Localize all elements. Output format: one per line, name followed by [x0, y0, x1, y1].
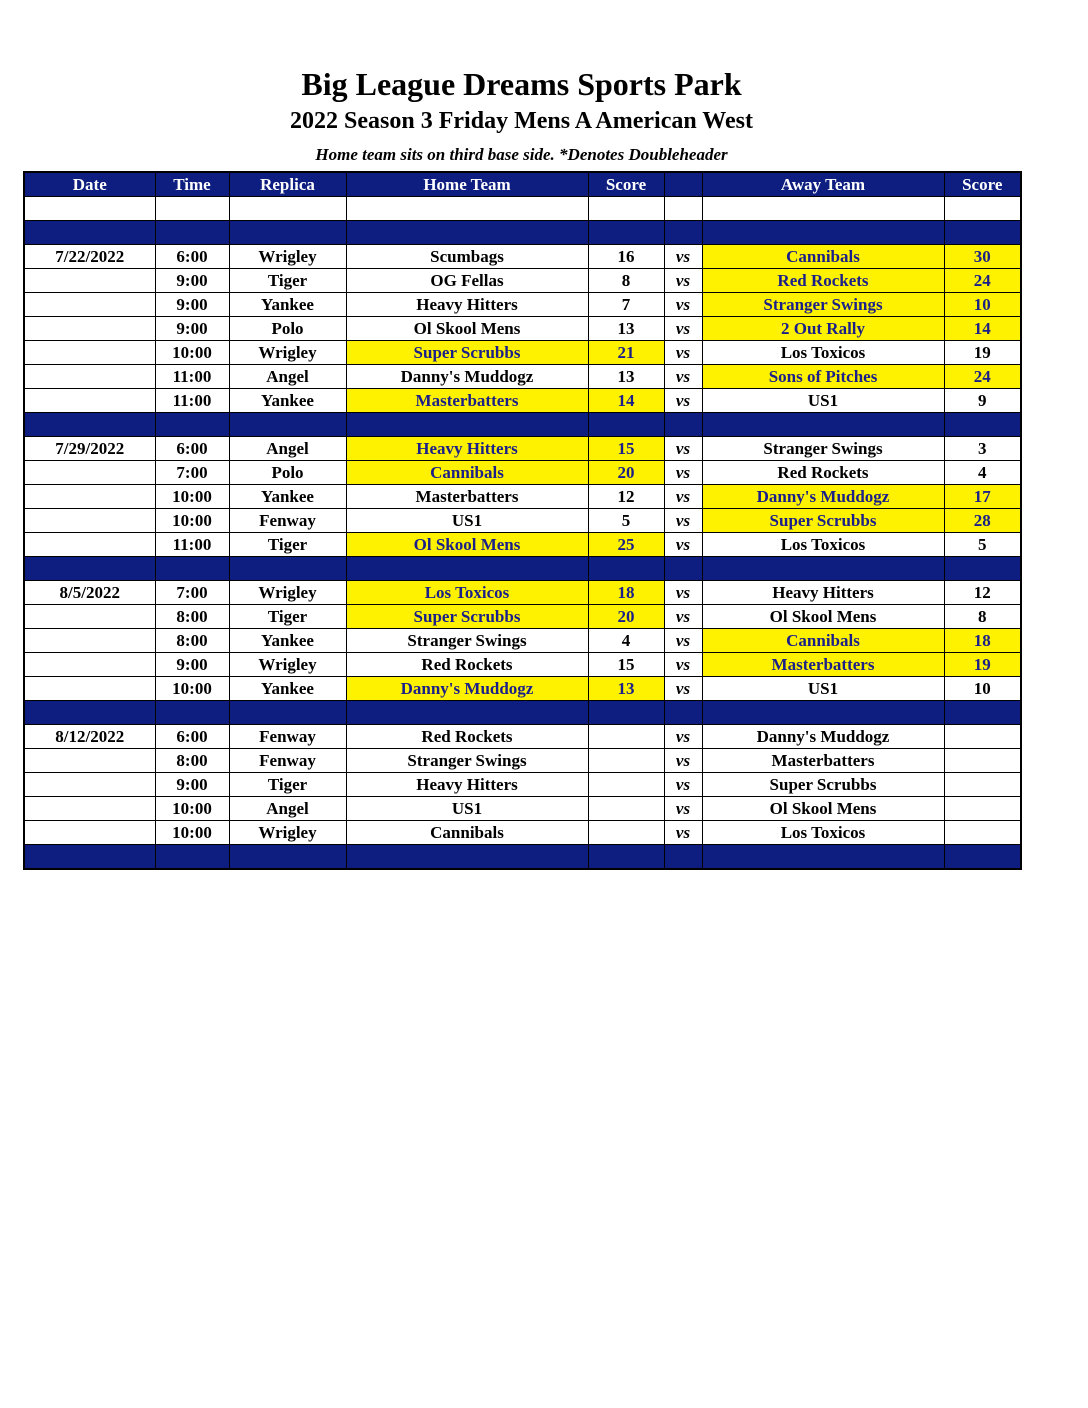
game-replica: Angel — [229, 437, 346, 461]
home-score — [588, 725, 664, 749]
separator-cell — [346, 413, 588, 437]
separator-cell — [664, 221, 702, 245]
home-score — [588, 749, 664, 773]
home-team: Red Rockets — [346, 725, 588, 749]
away-team: Super Scrubbs — [702, 773, 944, 797]
schedule-note: Home team sits on third base side. *Denotes Doubleheader — [315, 145, 728, 164]
away-team: Danny's Muddogz — [702, 725, 944, 749]
vs-label: vs — [664, 749, 702, 773]
home-team: Cannibals — [346, 461, 588, 485]
separator-cell — [588, 557, 664, 581]
separator-cell — [944, 557, 1021, 581]
game-replica: Wrigley — [229, 341, 346, 365]
game-row — [24, 749, 1021, 773]
game-time: 7:00 — [155, 461, 229, 485]
home-team: Heavy Hitters — [346, 293, 588, 317]
week-separator-row — [24, 557, 1021, 581]
game-row — [24, 269, 1021, 293]
game-time: 10:00 — [155, 821, 229, 845]
away-team: Stranger Swings — [702, 437, 944, 461]
game-date — [24, 269, 155, 293]
home-team: Heavy Hitters — [346, 437, 588, 461]
game-replica: Polo — [229, 461, 346, 485]
game-time: 10:00 — [155, 509, 229, 533]
game-row — [24, 605, 1021, 629]
separator-cell — [702, 845, 944, 870]
game-replica: Tiger — [229, 605, 346, 629]
vs-label: vs — [664, 245, 702, 269]
blank-cell — [702, 197, 944, 221]
vs-label: vs — [664, 269, 702, 293]
separator-cell — [588, 701, 664, 725]
game-date — [24, 773, 155, 797]
away-score — [944, 821, 1021, 845]
game-replica: Yankee — [229, 629, 346, 653]
game-row — [24, 653, 1021, 677]
home-team: Danny's Muddogz — [346, 365, 588, 389]
game-time: 9:00 — [155, 317, 229, 341]
game-time: 9:00 — [155, 269, 229, 293]
game-replica: Tiger — [229, 773, 346, 797]
game-date — [24, 821, 155, 845]
schedule-body — [24, 197, 1021, 870]
away-score — [944, 773, 1021, 797]
separator-cell — [664, 701, 702, 725]
away-score: 14 — [944, 317, 1021, 341]
game-date — [24, 533, 155, 557]
game-replica: Polo — [229, 317, 346, 341]
home-score: 5 — [588, 509, 664, 533]
blank-cell — [155, 197, 229, 221]
away-team: Ol Skool Mens — [702, 797, 944, 821]
home-team: Red Rockets — [346, 653, 588, 677]
away-score: 10 — [944, 293, 1021, 317]
game-row — [24, 437, 1021, 461]
separator-cell — [155, 413, 229, 437]
home-score: 15 — [588, 653, 664, 677]
away-team: Sons of Pitches — [702, 365, 944, 389]
game-time: 11:00 — [155, 389, 229, 413]
game-replica: Tiger — [229, 533, 346, 557]
col-header-time: Time — [155, 172, 229, 197]
vs-label: vs — [664, 653, 702, 677]
game-replica: Angel — [229, 365, 346, 389]
away-team: 2 Out Rally — [702, 317, 944, 341]
game-time: 11:00 — [155, 533, 229, 557]
game-row — [24, 629, 1021, 653]
game-time: 10:00 — [155, 485, 229, 509]
away-team: Danny's Muddogz — [702, 485, 944, 509]
separator-cell — [24, 413, 155, 437]
vs-label: vs — [664, 725, 702, 749]
home-team: Los Toxicos — [346, 581, 588, 605]
separator-cell — [702, 221, 944, 245]
vs-label: vs — [664, 773, 702, 797]
game-time: 9:00 — [155, 773, 229, 797]
home-team: Stranger Swings — [346, 629, 588, 653]
game-row — [24, 485, 1021, 509]
game-replica: Angel — [229, 797, 346, 821]
game-date — [24, 317, 155, 341]
game-date — [24, 797, 155, 821]
home-score — [588, 821, 664, 845]
away-team: US1 — [702, 677, 944, 701]
col-header-home-team: Home Team — [346, 172, 588, 197]
week-separator-row — [24, 413, 1021, 437]
game-replica: Wrigley — [229, 821, 346, 845]
separator-cell — [155, 701, 229, 725]
home-score: 21 — [588, 341, 664, 365]
away-score: 24 — [944, 365, 1021, 389]
game-replica: Yankee — [229, 485, 346, 509]
game-date — [24, 389, 155, 413]
separator-cell — [944, 221, 1021, 245]
home-team: Masterbatters — [346, 485, 588, 509]
game-time: 10:00 — [155, 341, 229, 365]
home-score: 20 — [588, 461, 664, 485]
away-score: 10 — [944, 677, 1021, 701]
game-row — [24, 389, 1021, 413]
away-team: Super Scrubbs — [702, 509, 944, 533]
away-score: 24 — [944, 269, 1021, 293]
blank-cell — [346, 197, 588, 221]
schedule-table — [23, 171, 1022, 870]
game-time: 7:00 — [155, 581, 229, 605]
separator-cell — [944, 845, 1021, 870]
away-team: Masterbatters — [702, 749, 944, 773]
home-team: Cannibals — [346, 821, 588, 845]
separator-cell — [588, 845, 664, 870]
game-time: 10:00 — [155, 677, 229, 701]
game-row — [24, 365, 1021, 389]
away-team: Ol Skool Mens — [702, 605, 944, 629]
blank-cell — [664, 197, 702, 221]
away-team: Masterbatters — [702, 653, 944, 677]
week-separator-row — [24, 845, 1021, 870]
separator-cell — [24, 701, 155, 725]
away-team: Los Toxicos — [702, 341, 944, 365]
home-team: Scumbags — [346, 245, 588, 269]
game-row — [24, 725, 1021, 749]
game-replica: Fenway — [229, 725, 346, 749]
game-replica: Fenway — [229, 509, 346, 533]
game-replica: Wrigley — [229, 245, 346, 269]
home-score: 20 — [588, 605, 664, 629]
game-date — [24, 293, 155, 317]
away-score: 30 — [944, 245, 1021, 269]
separator-cell — [229, 221, 346, 245]
game-date — [24, 365, 155, 389]
week-separator-row — [24, 701, 1021, 725]
game-date — [24, 749, 155, 773]
page-subtitle: 2022 Season 3 Friday Mens A American West — [290, 108, 753, 134]
separator-cell — [944, 701, 1021, 725]
game-time: 8:00 — [155, 605, 229, 629]
game-date — [24, 509, 155, 533]
col-header-vs — [664, 172, 702, 197]
separator-cell — [155, 221, 229, 245]
game-date: 7/29/2022 — [24, 437, 155, 461]
game-date — [24, 605, 155, 629]
home-team: Danny's Muddogz — [346, 677, 588, 701]
separator-cell — [155, 845, 229, 870]
away-score — [944, 725, 1021, 749]
game-replica: Tiger — [229, 269, 346, 293]
vs-label: vs — [664, 533, 702, 557]
separator-cell — [346, 845, 588, 870]
vs-label: vs — [664, 797, 702, 821]
header-row — [24, 172, 1021, 197]
game-date — [24, 461, 155, 485]
away-team: Cannibals — [702, 245, 944, 269]
vs-label: vs — [664, 677, 702, 701]
away-team: Los Toxicos — [702, 533, 944, 557]
separator-cell — [229, 557, 346, 581]
home-team: Super Scrubbs — [346, 341, 588, 365]
home-score: 7 — [588, 293, 664, 317]
game-row — [24, 341, 1021, 365]
separator-cell — [229, 845, 346, 870]
vs-label: vs — [664, 365, 702, 389]
home-score: 14 — [588, 389, 664, 413]
away-score: 18 — [944, 629, 1021, 653]
home-score — [588, 797, 664, 821]
game-date — [24, 629, 155, 653]
vs-label: vs — [664, 461, 702, 485]
vs-label: vs — [664, 821, 702, 845]
vs-label: vs — [664, 437, 702, 461]
game-time: 6:00 — [155, 245, 229, 269]
separator-cell — [702, 557, 944, 581]
game-replica: Fenway — [229, 749, 346, 773]
vs-label: vs — [664, 509, 702, 533]
game-row — [24, 773, 1021, 797]
game-replica: Yankee — [229, 293, 346, 317]
separator-cell — [24, 557, 155, 581]
separator-cell — [664, 845, 702, 870]
vs-label: vs — [664, 389, 702, 413]
col-header-away-team: Away Team — [702, 172, 944, 197]
game-row — [24, 317, 1021, 341]
home-team: Heavy Hitters — [346, 773, 588, 797]
game-date: 8/12/2022 — [24, 725, 155, 749]
home-score: 12 — [588, 485, 664, 509]
page-title: Big League Dreams Sports Park — [301, 66, 742, 102]
away-score: 4 — [944, 461, 1021, 485]
away-team: Heavy Hitters — [702, 581, 944, 605]
game-row — [24, 797, 1021, 821]
game-time: 8:00 — [155, 749, 229, 773]
away-score: 12 — [944, 581, 1021, 605]
game-time: 10:00 — [155, 797, 229, 821]
vs-label: vs — [664, 581, 702, 605]
game-row — [24, 293, 1021, 317]
vs-label: vs — [664, 605, 702, 629]
home-team: Stranger Swings — [346, 749, 588, 773]
separator-cell — [229, 413, 346, 437]
game-row — [24, 677, 1021, 701]
away-team: Red Rockets — [702, 461, 944, 485]
home-team: US1 — [346, 509, 588, 533]
away-team: Red Rockets — [702, 269, 944, 293]
game-row — [24, 509, 1021, 533]
vs-label: vs — [664, 485, 702, 509]
game-row — [24, 533, 1021, 557]
separator-cell — [588, 221, 664, 245]
home-score: 13 — [588, 677, 664, 701]
home-score: 15 — [588, 437, 664, 461]
vs-label: vs — [664, 317, 702, 341]
blank-cell — [229, 197, 346, 221]
home-team: US1 — [346, 797, 588, 821]
separator-cell — [702, 701, 944, 725]
game-replica: Wrigley — [229, 581, 346, 605]
vs-label: vs — [664, 629, 702, 653]
separator-cell — [155, 557, 229, 581]
separator-cell — [229, 701, 346, 725]
away-score: 3 — [944, 437, 1021, 461]
game-row — [24, 461, 1021, 485]
game-replica: Yankee — [229, 389, 346, 413]
away-score: 8 — [944, 605, 1021, 629]
col-header-replica: Replica — [229, 172, 346, 197]
separator-cell — [346, 701, 588, 725]
game-row — [24, 581, 1021, 605]
game-replica: Yankee — [229, 677, 346, 701]
game-date — [24, 485, 155, 509]
blank-cell — [944, 197, 1021, 221]
separator-cell — [944, 413, 1021, 437]
away-score: 19 — [944, 341, 1021, 365]
home-score: 16 — [588, 245, 664, 269]
home-score: 4 — [588, 629, 664, 653]
game-date — [24, 653, 155, 677]
game-time: 9:00 — [155, 653, 229, 677]
away-team: Cannibals — [702, 629, 944, 653]
game-time: 9:00 — [155, 293, 229, 317]
home-score: 18 — [588, 581, 664, 605]
home-score — [588, 773, 664, 797]
separator-cell — [24, 221, 155, 245]
col-header-date: Date — [24, 172, 155, 197]
separator-cell — [664, 413, 702, 437]
game-time: 6:00 — [155, 725, 229, 749]
home-team: Super Scrubbs — [346, 605, 588, 629]
game-row — [24, 245, 1021, 269]
away-team: Stranger Swings — [702, 293, 944, 317]
away-score: 19 — [944, 653, 1021, 677]
home-score: 13 — [588, 365, 664, 389]
blank-row — [24, 197, 1021, 221]
game-date — [24, 677, 155, 701]
home-score: 8 — [588, 269, 664, 293]
game-date: 8/5/2022 — [24, 581, 155, 605]
away-score: 5 — [944, 533, 1021, 557]
game-time: 6:00 — [155, 437, 229, 461]
game-time: 11:00 — [155, 365, 229, 389]
away-score: 17 — [944, 485, 1021, 509]
game-date — [24, 341, 155, 365]
separator-cell — [702, 413, 944, 437]
vs-label: vs — [664, 293, 702, 317]
game-date: 7/22/2022 — [24, 245, 155, 269]
away-score: 28 — [944, 509, 1021, 533]
home-team: Ol Skool Mens — [346, 533, 588, 557]
week-separator-row — [24, 221, 1021, 245]
home-score: 13 — [588, 317, 664, 341]
game-row — [24, 821, 1021, 845]
blank-cell — [24, 197, 155, 221]
away-score: 9 — [944, 389, 1021, 413]
separator-cell — [664, 557, 702, 581]
away-team: Los Toxicos — [702, 821, 944, 845]
separator-cell — [346, 557, 588, 581]
blank-cell — [588, 197, 664, 221]
home-team: Ol Skool Mens — [346, 317, 588, 341]
home-score: 25 — [588, 533, 664, 557]
home-team: OG Fellas — [346, 269, 588, 293]
away-score — [944, 797, 1021, 821]
game-time: 8:00 — [155, 629, 229, 653]
vs-label: vs — [664, 341, 702, 365]
col-header-home-score: Score — [588, 172, 664, 197]
col-header-away-score: Score — [944, 172, 1021, 197]
home-team: Masterbatters — [346, 389, 588, 413]
game-replica: Wrigley — [229, 653, 346, 677]
separator-cell — [24, 845, 155, 870]
separator-cell — [588, 413, 664, 437]
away-team: US1 — [702, 389, 944, 413]
away-score — [944, 749, 1021, 773]
separator-cell — [346, 221, 588, 245]
